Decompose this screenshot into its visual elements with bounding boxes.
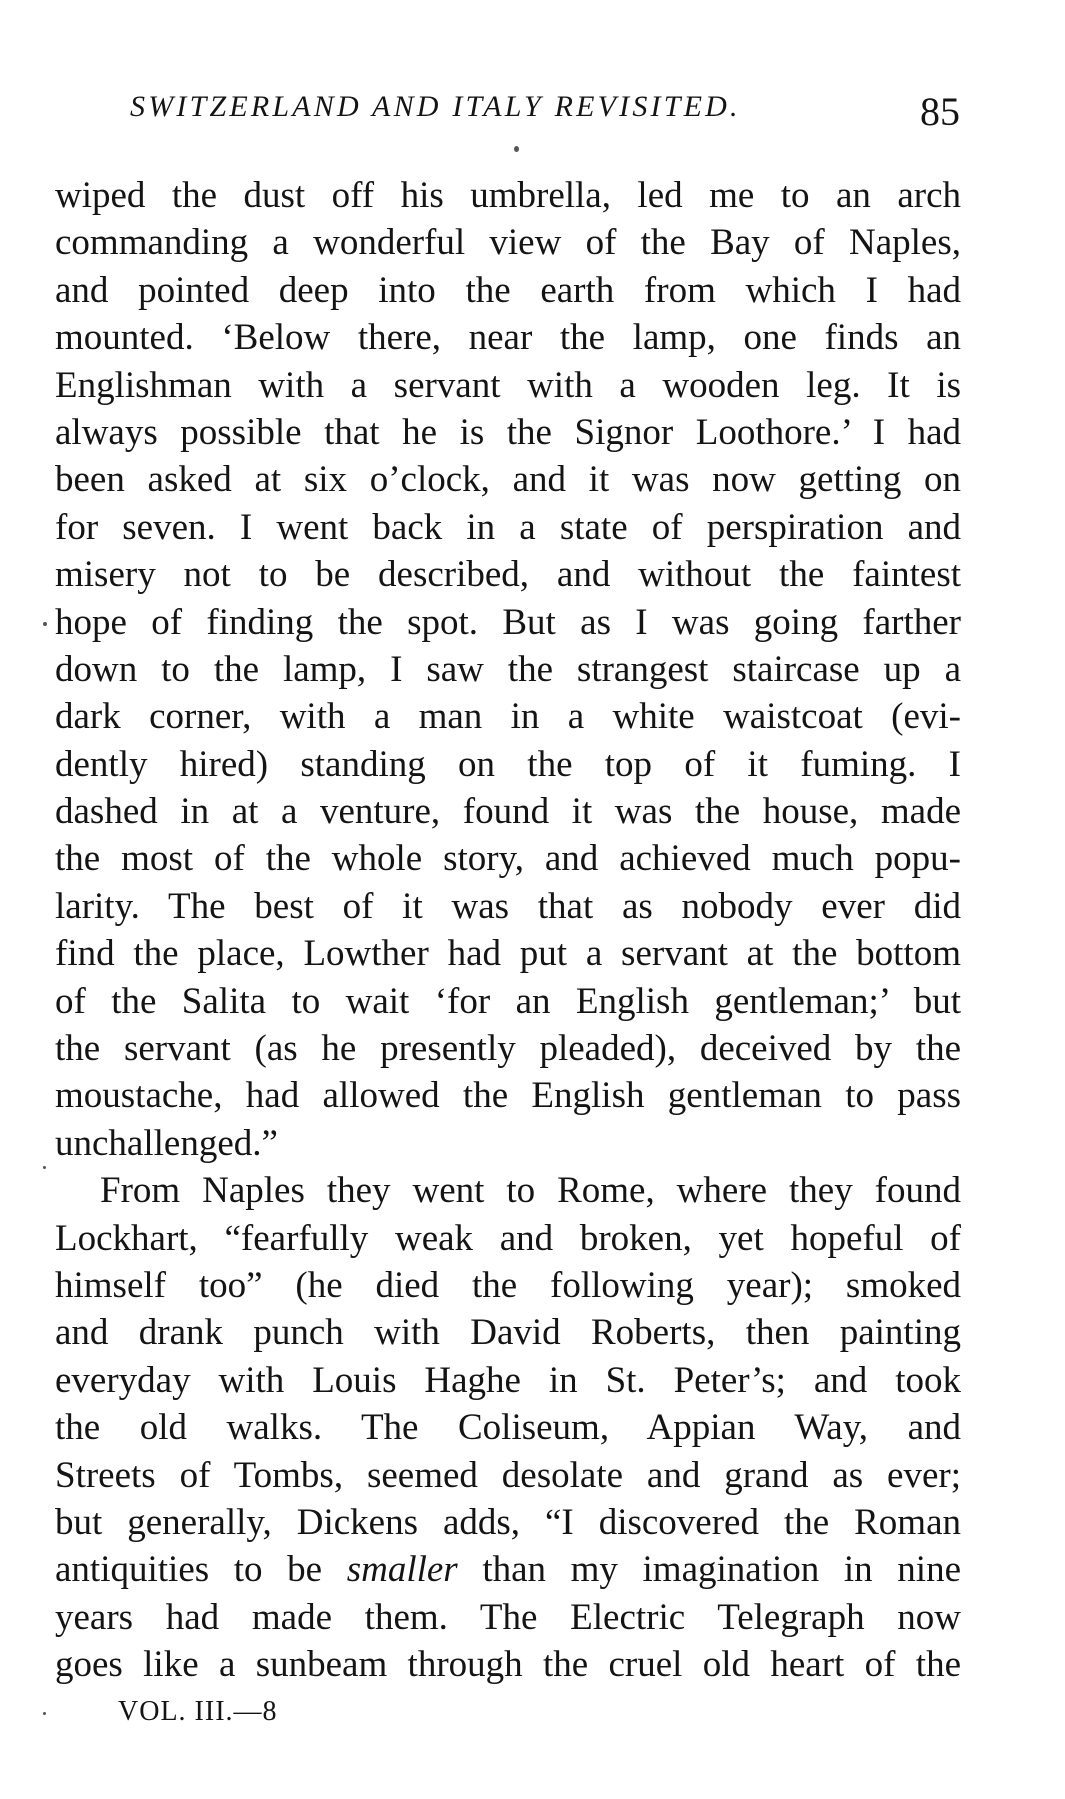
text-line: always possible that he is the Signor Loothore.’ I had	[55, 411, 961, 453]
text-line: larity. The best of it was that as nobody ever did	[55, 885, 961, 927]
text-line: years had made them. The Electric Telegraph now	[55, 1596, 961, 1638]
text-line: dashed in at a venture, found it was the house, made	[55, 791, 961, 833]
text-line: wiped the dust off his umbrella, led me to an arch	[55, 175, 961, 216]
text-line: From Naples they went to Rome, where they found	[100, 1170, 961, 1212]
text-line: the servant (as he presently pleaded), deceived by the	[55, 1028, 961, 1070]
running-head	[130, 88, 980, 138]
text-line	[55, 1546, 961, 1593]
page-number: 85	[920, 89, 960, 134]
scan-speck	[43, 1166, 46, 1169]
text-line: been asked at six o’clock, and it was now getting on	[55, 459, 961, 501]
text-line: dark corner, with a man in a white waistcoat (evi-	[55, 696, 961, 738]
text-line: unchallenged.”	[55, 1122, 278, 1164]
text-run: than my imagination in nine	[457, 1549, 961, 1591]
running-title: SWITZERLAND AND ITALY REVISITED.	[130, 90, 741, 123]
text-line: hope of finding the spot. But as I was going farther	[55, 601, 961, 643]
text-line: mounted. ‘Below there, near the lamp, one finds an	[55, 317, 961, 359]
text-line: and pointed deep into the earth from which I had	[55, 269, 961, 311]
italic-word: smaller	[346, 1549, 458, 1591]
text-line: find the place, Lowther had put a servant at the bottom	[55, 933, 961, 975]
scan-speck	[43, 622, 47, 626]
text-line: the old walks. The Coliseum, Appian Way, and	[55, 1407, 961, 1449]
text-line: misery not to be described, and without the faintest	[55, 554, 961, 596]
scan-speck	[43, 1712, 46, 1715]
text-line: moustache, had allowed the English gentleman to pass	[55, 1075, 961, 1117]
text-line: commanding a wonderful view of the Bay of Naples,	[55, 222, 961, 264]
text-line: Lockhart, “fearfully weak and broken, yet hopeful of	[55, 1217, 961, 1259]
text-line: everyday with Louis Haghe in St. Peter’s; and took	[55, 1359, 961, 1401]
body-text	[55, 172, 961, 1689]
text-line: dently hired) standing on the top of it fuming. I	[55, 743, 961, 785]
text-line: Streets of Tombs, seemed desolate and grand as ever;	[55, 1454, 961, 1496]
text-line: the most of the whole story, and achieved much popu-	[55, 838, 961, 880]
text-line: down to the lamp, I saw the strangest staircase up a	[55, 648, 961, 690]
text-line: goes like a sunbeam through the cruel old heart of the	[55, 1644, 961, 1686]
text-line: and drank punch with David Roberts, then painting	[55, 1312, 961, 1354]
text-line: but generally, Dickens adds, “I discovered the Roman	[55, 1501, 961, 1543]
signature-mark: VOL. III.—8	[118, 1696, 278, 1727]
text-line: Englishman with a servant with a wooden leg. It is	[55, 364, 961, 406]
text-line: himself too” (he died the following year); smoked	[55, 1264, 961, 1306]
text-run: antiquities to be	[55, 1549, 347, 1591]
text-line: for seven. I went back in a state of perspiration and	[55, 506, 961, 548]
scan-speck	[514, 146, 519, 152]
text-line: of the Salita to wait ‘for an English gentleman;’ but	[55, 980, 961, 1022]
